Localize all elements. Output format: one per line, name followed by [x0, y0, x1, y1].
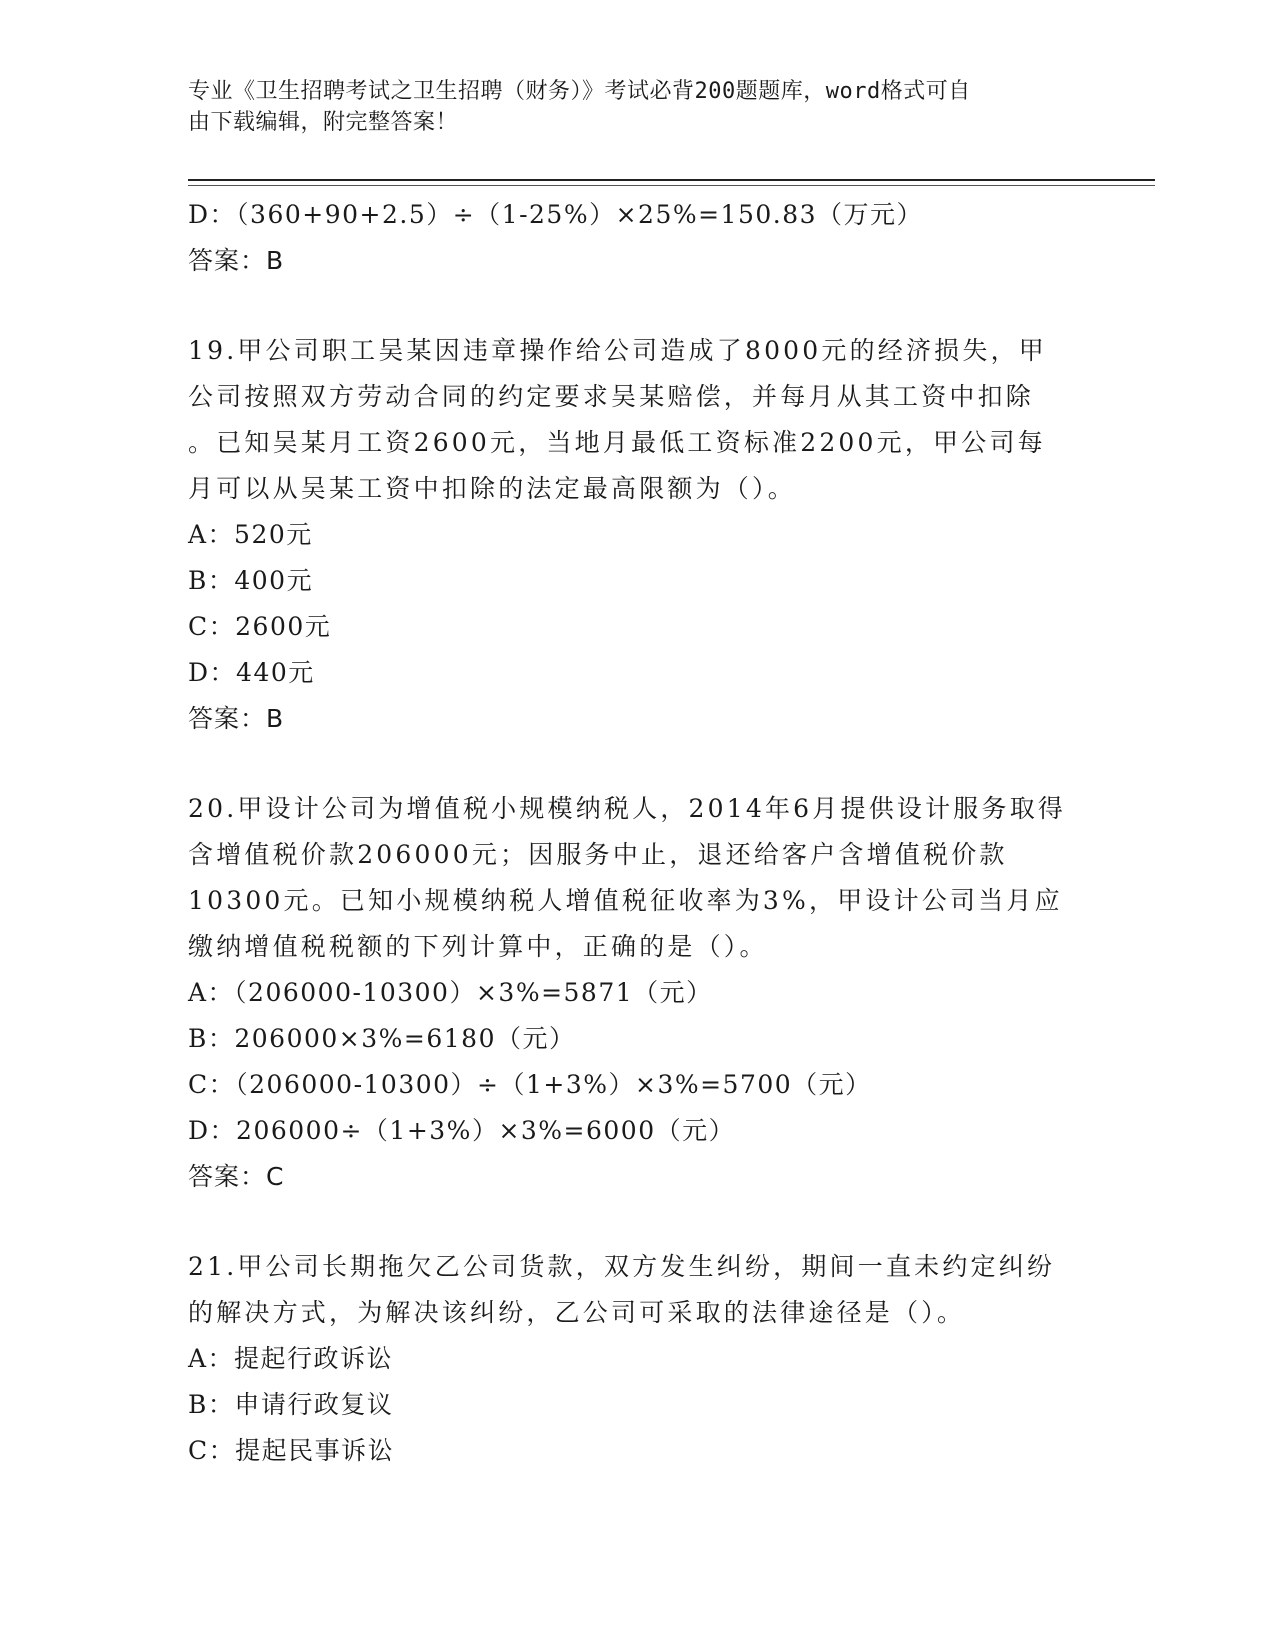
prev-answer: 答案：B — [188, 246, 285, 275]
question-19-option-a: A：520元 — [188, 520, 313, 549]
question-21-option-b: B：申请行政复议 — [188, 1390, 394, 1419]
question-19-answer: 答案：B — [188, 704, 285, 733]
question-20-line-2: 含增值税价款206000元；因服务中止，退还给客户含增值税价款 — [188, 840, 1008, 869]
question-19 — [188, 328, 1088, 742]
document-header — [188, 76, 1068, 138]
header-line-2: 由下载编辑，附完整答案！ — [188, 110, 459, 135]
question-21-option-c: C：提起民事诉讼 — [188, 1436, 395, 1465]
question-19-option-c: C：2600元 — [188, 612, 332, 641]
question-20-line-3: 10300元。已知小规模纳税人增值税征收率为3%，甲设计公司当月应 — [188, 886, 1063, 915]
header-line-1: 专业《卫生招聘考试之卫生招聘（财务）》考试必背200题题库，word格式可自 — [188, 79, 971, 104]
question-20-line-4: 缴纳增值税税额的下列计算中，正确的是（）。 — [188, 932, 768, 961]
question-19-line-2: 公司按照双方劳动合同的约定要求吴某赔偿，并每月从其工资中扣除 — [188, 382, 1035, 411]
question-gap — [188, 742, 1088, 786]
question-19-option-b: B：400元 — [188, 566, 314, 595]
question-20-option-c: C：（206000-10300）÷（1+3%）×3%=5700（元） — [188, 1070, 872, 1099]
header-divider-thin — [188, 185, 1155, 186]
question-19-line-4: 月可以从吴某工资中扣除的法定最高限额为（）。 — [188, 474, 796, 503]
question-21-line-1: 21.甲公司长期拖欠乙公司货款，双方发生纠纷，期间一直未约定纠纷 — [188, 1252, 1056, 1281]
question-19-line-3: 。已知吴某月工资2600元，当地月最低工资标准2200元，甲公司每 — [188, 428, 1046, 457]
question-21 — [188, 1244, 1088, 1474]
question-19-option-d: D：440元 — [188, 658, 315, 687]
question-21-option-a: A：提起行政诉讼 — [188, 1344, 394, 1373]
question-20-answer: 答案：C — [188, 1162, 285, 1191]
question-gap — [188, 1200, 1088, 1244]
question-gap — [188, 284, 1088, 328]
prev-option-d: D：（360+90+2.5）÷（1-25%）×25%=150.83（万元） — [188, 200, 924, 229]
question-list — [188, 192, 1088, 1474]
question-21-line-2: 的解决方式，为解决该纠纷，乙公司可采取的法律途径是（）。 — [188, 1298, 966, 1327]
question-20-option-d: D：206000÷（1+3%）×3%=6000（元） — [188, 1116, 736, 1145]
header-divider-thick — [188, 179, 1155, 181]
question-20-option-b: B：206000×3%=6180（元） — [188, 1024, 576, 1053]
question-20-option-a: A：（206000-10300）×3%=5871（元） — [188, 978, 713, 1007]
question-20 — [188, 786, 1088, 1200]
question-20-line-1: 20.甲设计公司为增值税小规模纳税人，2014年6月提供设计服务取得 — [188, 794, 1067, 823]
question-19-line-1: 19.甲公司职工吴某因违章操作给公司造成了8000元的经济损失，甲 — [188, 336, 1047, 365]
